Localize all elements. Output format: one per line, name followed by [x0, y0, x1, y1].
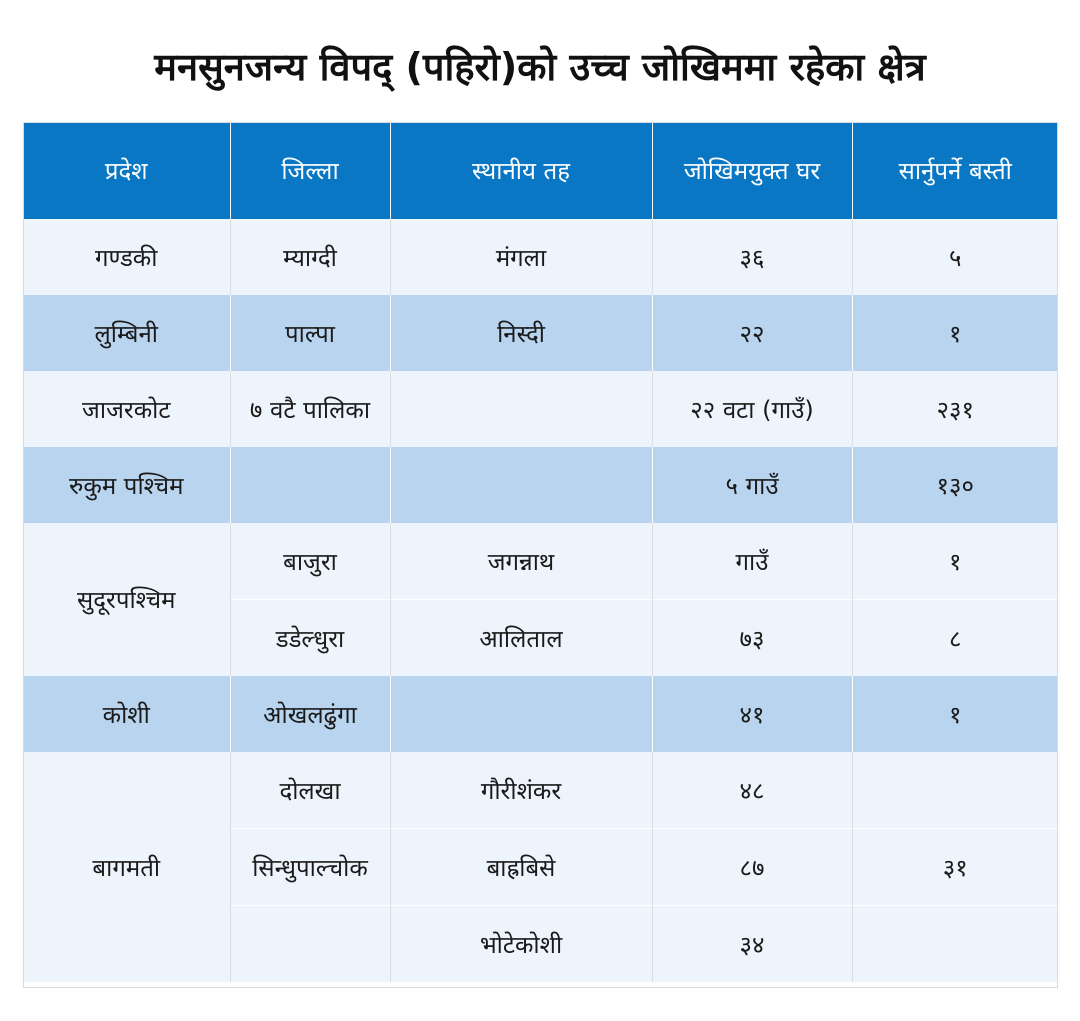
- cell-risk-houses: २२: [652, 295, 852, 371]
- cell-relocate: ८: [852, 600, 1058, 677]
- cell-risk-houses: ४१: [652, 676, 852, 752]
- cell-local-level: भोटेकोशी: [390, 906, 652, 983]
- cell-local-level: आलिताल: [390, 600, 652, 677]
- cell-local-level: बाह्रबिसे: [390, 829, 652, 906]
- cell-province: कोशी: [23, 676, 230, 752]
- header-risk-houses: जोखिमयुक्त घर: [652, 122, 852, 219]
- cell-district: [230, 447, 390, 523]
- header-row: [23, 122, 1058, 219]
- cell-province: बागमती: [23, 752, 230, 982]
- table-row: [23, 752, 1058, 829]
- table-row: [23, 447, 1058, 523]
- cell-risk-houses: ४८: [652, 752, 852, 829]
- cell-risk-houses: ३४: [652, 906, 852, 983]
- cell-province: रुकुम पश्चिम: [23, 447, 230, 523]
- cell-relocate: [852, 752, 1058, 829]
- cell-relocate: १: [852, 295, 1058, 371]
- cell-risk-houses: ८७: [652, 829, 852, 906]
- header-province: प्रदेश: [23, 122, 230, 219]
- cell-province: सुदूरपश्चिम: [23, 523, 230, 676]
- cell-province: गण्डकी: [23, 219, 230, 295]
- cell-relocate: [852, 906, 1058, 983]
- table-row: [23, 219, 1058, 295]
- cell-relocate: १: [852, 523, 1058, 600]
- header-relocate-settlements: सार्नुपर्ने बस्ती: [852, 122, 1058, 219]
- cell-province: लुम्बिनी: [23, 295, 230, 371]
- cell-relocate: ५: [852, 219, 1058, 295]
- cell-relocate: २३१: [852, 371, 1058, 447]
- cell-district: म्याग्दी: [230, 219, 390, 295]
- table-row: [23, 295, 1058, 371]
- cell-local-level: गौरीशंकर: [390, 752, 652, 829]
- cell-district: ओखलढुंगा: [230, 676, 390, 752]
- cell-local-level: [390, 447, 652, 523]
- cell-relocate: १३०: [852, 447, 1058, 523]
- cell-district: पाल्पा: [230, 295, 390, 371]
- cell-relocate: ३१: [852, 829, 1058, 906]
- header-district: जिल्ला: [230, 122, 390, 219]
- cell-local-level: [390, 371, 652, 447]
- cell-district: [230, 906, 390, 983]
- cell-risk-houses: गाउँ: [652, 523, 852, 600]
- cell-risk-houses: २२ वटा (गाउँ): [652, 371, 852, 447]
- cell-district: डडेल्धुरा: [230, 600, 390, 677]
- cell-local-level: निस्दी: [390, 295, 652, 371]
- cell-risk-houses: ५ गाउँ: [652, 447, 852, 523]
- cell-district: सिन्धुपाल्चोक: [230, 829, 390, 906]
- cell-district: ७ वटै पालिका: [230, 371, 390, 447]
- cell-risk-houses: ७३: [652, 600, 852, 677]
- cell-province: जाजरकोट: [23, 371, 230, 447]
- risk-area-table: [23, 122, 1058, 982]
- cell-local-level: मंगला: [390, 219, 652, 295]
- table-row: [23, 676, 1058, 752]
- cell-relocate: १: [852, 676, 1058, 752]
- header-local-level: स्थानीय तह: [390, 122, 652, 219]
- table-row: [23, 523, 1058, 600]
- page-title: मनसुनजन्य विपद् (पहिरो)को उच्च जोखिममा रहेका क्षेत्र: [154, 45, 926, 89]
- table-row: [23, 371, 1058, 447]
- cell-local-level: जगन्नाथ: [390, 523, 652, 600]
- cell-risk-houses: ३६: [652, 219, 852, 295]
- cell-local-level: [390, 676, 652, 752]
- cell-district: बाजुरा: [230, 523, 390, 600]
- cell-district: दोलखा: [230, 752, 390, 829]
